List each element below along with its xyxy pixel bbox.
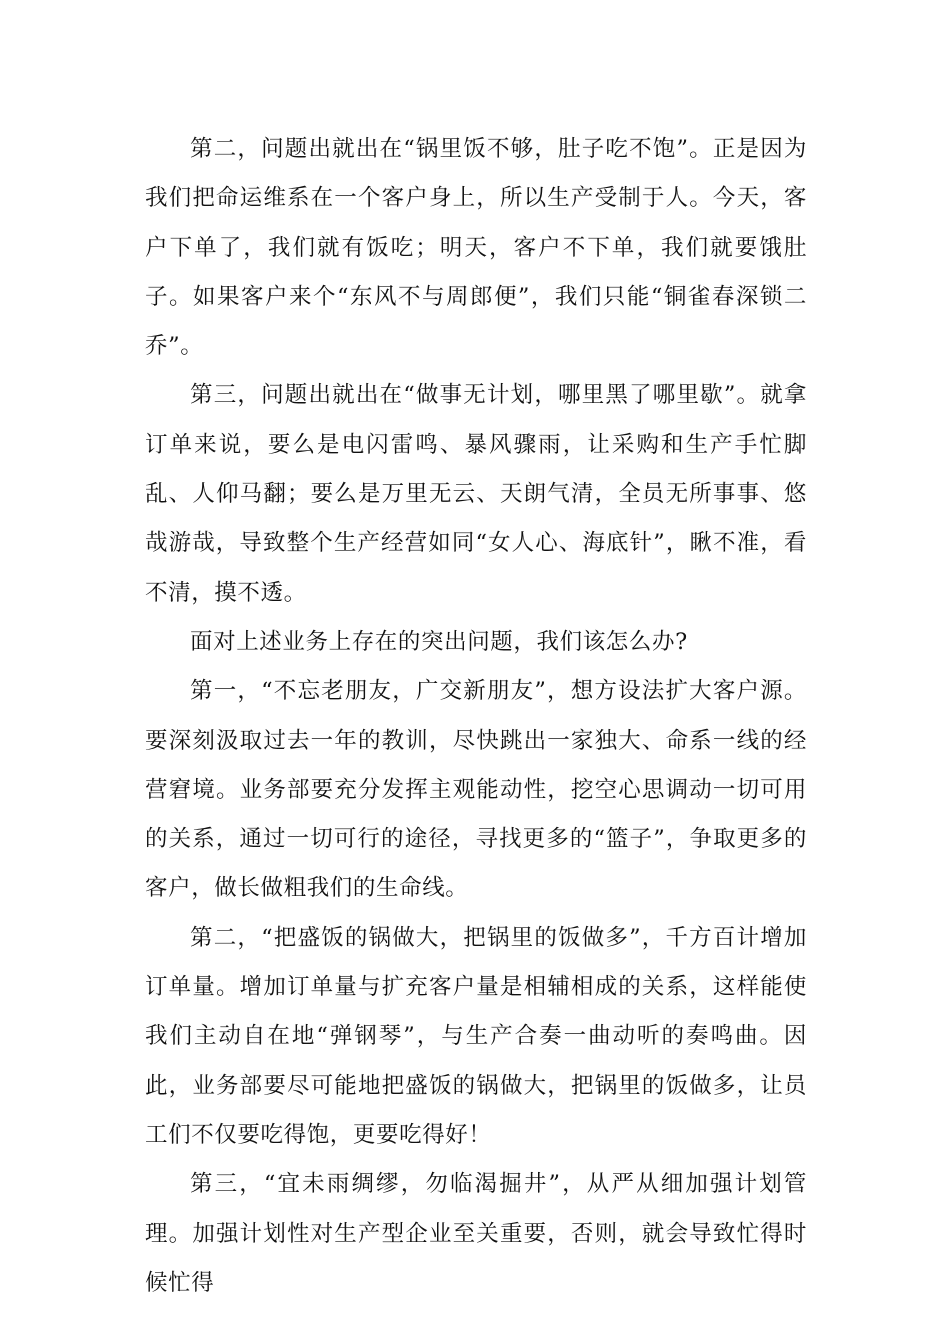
- paragraph-measure-three: 第三，“宜未雨绸缪，勿临渴掘井”，从严从细加强计划管理。加强计划性对生产型企业至关重要，否则，就会导致忙得时候忙得: [145, 1171, 807, 1296]
- paragraph-measure-one: 第一，“不忘老朋友，广交新朋友”，想方设法扩大客户源。要深刻汲取过去一年的教训，尽快跳出一家独大、命系一线的经营窘境。业务部要充分发挥主观能动性，挖空心思调动一切可用的关系，通过一切可行的途径，寻找更多的“篮子”，争取更多的客户，做长做粗我们的生命线。: [145, 678, 807, 902]
- body-text: [145, 125, 807, 1308]
- paragraph-problem-two: 第二，问题出就出在“锅里饭不够，肚子吃不饱”。正是因为我们把命运维系在一个客户身上，所以生产受制于人。今天，客户下单了，我们就有饭吃；明天，客户不下单，我们就要饿肚子。如果客户来个“东风不与周郎便”，我们只能“铜雀春深锁二乔”。: [145, 136, 807, 360]
- paragraph-measure-two: 第二，“把盛饭的锅做大，把锅里的饭做多”，千方百计增加订单量。增加订单量与扩充客户量是相辅相成的关系，这样能使我们主动自在地“弹钢琴”，与生产合奏一曲动听的奏鸣曲。因此，业务部要尽可能地把盛饭的锅做大，把锅里的饭做多，让员工们不仅要吃得饱，更要吃得好！: [145, 924, 807, 1148]
- paragraph-what-to-do: 面对上述业务上存在的突出问题，我们该怎么办?: [190, 628, 688, 655]
- paragraph-problem-three: 第三，问题出就出在“做事无计划，哪里黑了哪里歇”。就拿订单来说，要么是电闪雷鸣、暴风骤雨，让采购和生产手忙脚乱、人仰马翻；要么是万里无云、天朗气清，全员无所事事、悠哉游哉，导致整个生产经营如同“女人心、海底针”，瞅不准，看不清，摸不透。: [145, 382, 807, 606]
